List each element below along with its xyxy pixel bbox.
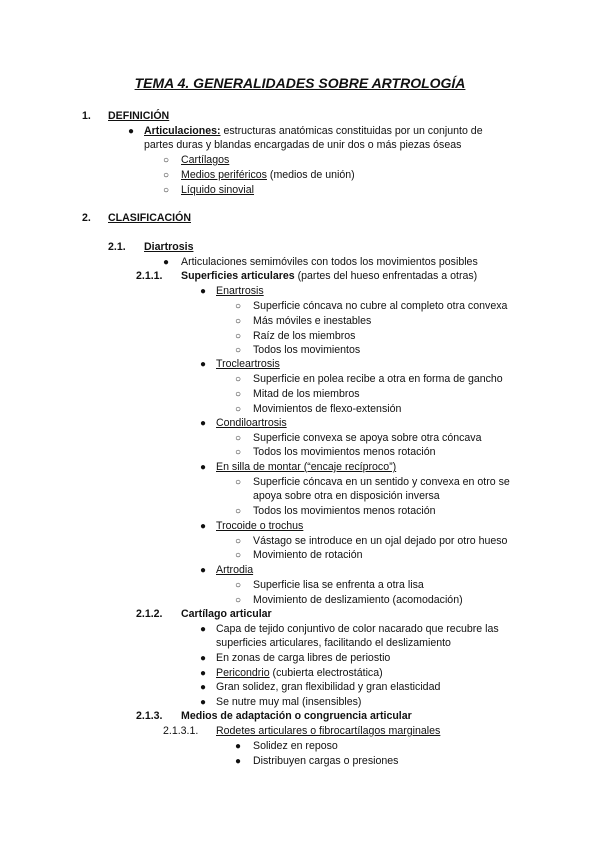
- section-1-number: 1.: [82, 110, 91, 122]
- list-item: Superficie cóncava en un sentido y convexa en otro se: [253, 476, 510, 488]
- list-item: Superficie cóncava no cubre al completo otra convexa: [253, 300, 508, 312]
- bullet-filled: ●: [128, 126, 135, 137]
- list-item: Raíz de los miembros: [253, 330, 356, 342]
- subsection-2-1-number: 2.1.: [108, 241, 126, 253]
- subsection-2-1-3-1-heading: Rodetes articulares o fibrocartílagos marginales: [216, 725, 441, 737]
- bullet-filled: ●: [200, 565, 207, 576]
- bullet-hollow: ○: [235, 345, 242, 356]
- subsection-2-1-1-heading: Superficies articulares (partes del hueso enfrentadas a otras): [181, 270, 478, 282]
- list-item: Mitad de los miembros: [253, 388, 360, 400]
- bullet-filled: ●: [235, 741, 242, 752]
- bullet-hollow: ○: [235, 433, 242, 444]
- list-item: Se nutre muy mal (insensibles): [216, 696, 362, 708]
- list-item: Todos los movimientos menos rotación: [253, 505, 436, 517]
- bullet-hollow: ○: [235, 506, 242, 517]
- list-item: Distribuyen cargas o presiones: [253, 755, 399, 767]
- bullet-hollow: ○: [163, 170, 170, 181]
- list-item: Cartílagos: [181, 154, 230, 166]
- list-item: Líquido sinovial: [181, 184, 255, 196]
- bullet-hollow: ○: [235, 389, 242, 400]
- bullet-hollow: ○: [235, 447, 242, 458]
- list-item: Pericondrio (cubierta electrostática): [216, 667, 383, 679]
- list-item-continuation: apoya sobre otra en disposición inversa: [253, 490, 440, 502]
- bullet-hollow: ○: [163, 155, 170, 166]
- bullet-hollow: ○: [235, 536, 242, 547]
- list-item: Movimientos de flexo-extensión: [253, 403, 402, 415]
- joint-type: Condiloartrosis: [216, 417, 287, 429]
- section-2-number: 2.: [82, 212, 91, 224]
- section-1-heading: DEFINICIÓN: [108, 110, 170, 122]
- bullet-hollow: ○: [235, 374, 242, 385]
- list-item: Todos los movimientos: [253, 344, 361, 356]
- bullet-filled: ●: [200, 697, 207, 708]
- list-item: Medios periféricos (medios de unión): [181, 169, 355, 181]
- bullet-hollow: ○: [235, 477, 242, 488]
- subsection-2-1-heading: Diartrosis: [144, 241, 194, 253]
- definition-line-1: [144, 125, 483, 138]
- subsection-2-1-2-heading: Cartílago articular: [181, 608, 272, 620]
- bullet-filled: ●: [235, 756, 242, 767]
- bullet-filled: ●: [200, 462, 207, 473]
- bullet-filled: ●: [200, 359, 207, 370]
- list-item: Superficie lisa se enfrenta a otra lisa: [253, 579, 424, 591]
- list-item: Más móviles e inestables: [253, 315, 372, 327]
- bullet-filled: ●: [200, 682, 207, 693]
- bullet-filled: ●: [200, 418, 207, 429]
- joint-type: En silla de montar (“encaje recíproco”): [216, 461, 397, 473]
- list-item: Capa de tejido conjuntivo de color nacarado que recubre las: [216, 623, 499, 635]
- joint-type: Enartrosis: [216, 285, 264, 297]
- bullet-filled: ●: [200, 286, 207, 297]
- bullet-filled: ●: [200, 624, 207, 635]
- list-item: Vástago se introduce en un ojal dejado por otro hueso: [253, 535, 508, 547]
- bullet-hollow: ○: [235, 331, 242, 342]
- definition-term: Articulaciones:: [144, 125, 221, 137]
- list-item-continuation: superficies articulares, facilitando el deslizamiento: [216, 637, 451, 649]
- list-item: Movimiento de rotación: [253, 549, 363, 561]
- list-item: Solidez en reposo: [253, 740, 338, 752]
- subsection-2-1-2-number: 2.1.2.: [136, 608, 163, 620]
- subsection-2-1-3-1-number: 2.1.3.1.: [163, 725, 199, 737]
- subsection-2-1-3-heading: Medios de adaptación o congruencia articular: [181, 710, 412, 722]
- bullet-hollow: ○: [163, 185, 170, 196]
- bullet-hollow: ○: [235, 404, 242, 415]
- bullet-hollow: ○: [235, 580, 242, 591]
- bullet-hollow: ○: [235, 316, 242, 327]
- subsection-2-1-1-number: 2.1.1.: [136, 270, 163, 282]
- bullet-hollow: ○: [235, 550, 242, 561]
- bullet-filled: ●: [163, 257, 170, 268]
- page-title: TEMA 4. GENERALIDADES SOBRE ARTROLOGÍA: [134, 75, 466, 91]
- joint-type: Trocleartrosis: [216, 358, 280, 370]
- definition-text: estructuras anatómicas constituidas por un conjunto de: [220, 125, 483, 137]
- list-item: En zonas de carga libres de periostio: [216, 652, 391, 664]
- joint-type: Trocoide o trochus: [216, 520, 304, 532]
- bullet-filled: ●: [200, 668, 207, 679]
- subsection-2-1-description: Articulaciones semimóviles con todos los movimientos posibles: [181, 256, 478, 268]
- bullet-hollow: ○: [235, 301, 242, 312]
- section-2-heading: CLASIFICACIÓN: [108, 212, 191, 224]
- definition-line-2: partes duras y blandas encargadas de unir dos o más piezas óseas: [144, 139, 462, 151]
- bullet-filled: ●: [200, 521, 207, 532]
- bullet-filled: ●: [200, 653, 207, 664]
- list-item: Movimiento de deslizamiento (acomodación): [253, 594, 463, 606]
- subsection-2-1-3-number: 2.1.3.: [136, 710, 163, 722]
- list-item: Gran solidez, gran flexibilidad y gran elasticidad: [216, 681, 441, 693]
- list-item: Todos los movimientos menos rotación: [253, 446, 436, 458]
- bullet-hollow: ○: [235, 595, 242, 606]
- list-item: Superficie convexa se apoya sobre otra cóncava: [253, 432, 482, 444]
- list-item: Superficie en polea recibe a otra en forma de gancho: [253, 373, 503, 385]
- joint-type: Artrodia: [216, 564, 254, 576]
